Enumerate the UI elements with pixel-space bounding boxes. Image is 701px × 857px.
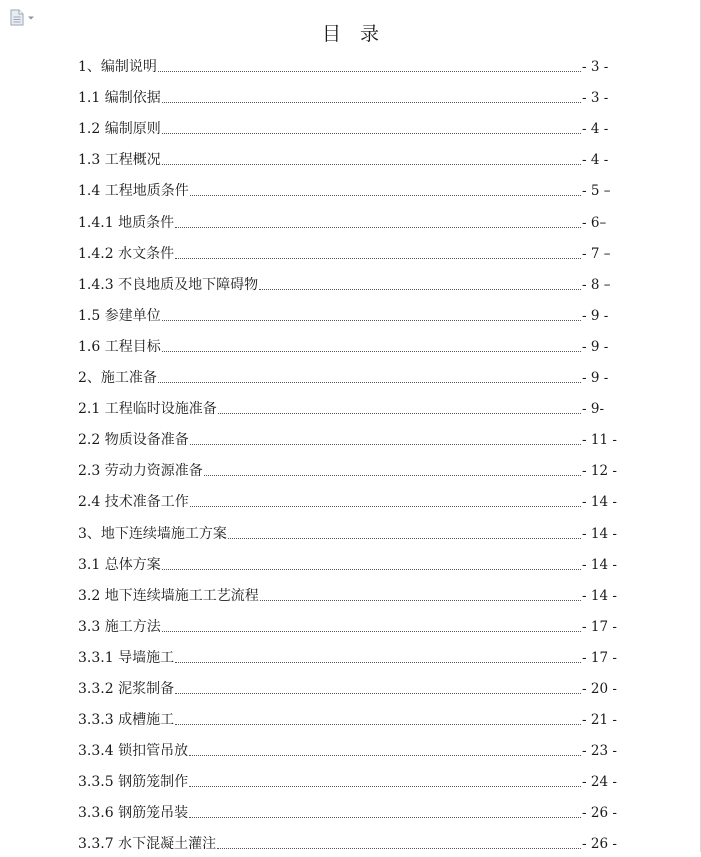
toc-entry-page-number: - 14 -: [582, 587, 617, 604]
toc-entry-page-number: - 9 -: [582, 370, 609, 387]
toc-entry-page-number: - 14 -: [582, 525, 617, 542]
toc-entry-label: 3.1 总体方案: [78, 556, 161, 573]
toc-dot-leader: [189, 785, 581, 787]
toc-entry-label: 1.3 工程概况: [78, 152, 161, 169]
toc-entry-label: 1.6 工程目标: [78, 338, 161, 355]
toc-entry-label: 3.3.7 水下混凝土灌注: [78, 836, 217, 853]
toc-entry-label: 1.4.2 水文条件: [78, 245, 175, 262]
toc-entry[interactable]: [78, 267, 618, 298]
toc-entry[interactable]: [78, 702, 618, 733]
toc-entry[interactable]: [78, 671, 618, 702]
toc-dot-leader: [218, 412, 581, 414]
toc-entry[interactable]: [78, 49, 618, 80]
toc-dot-leader: [162, 630, 581, 632]
table-of-contents: [78, 49, 618, 857]
toc-dot-leader: [190, 505, 581, 507]
toc-entry-page-number: - 26 -: [582, 836, 617, 853]
toc-entry-page-number: - 3 -: [582, 90, 609, 107]
toc-entry[interactable]: [78, 547, 618, 578]
toc-entry[interactable]: [78, 578, 618, 609]
toc-entry[interactable]: [78, 236, 618, 267]
toc-entry-page-number: - 7 –: [582, 245, 611, 262]
toc-entry[interactable]: [78, 453, 618, 484]
toc-entry-label: 3.3.3 成槽施工: [78, 712, 175, 729]
toc-entry-label: 2.1 工程临时设施准备: [78, 401, 217, 418]
toc-dot-leader: [228, 537, 581, 539]
toc-dot-leader: [259, 288, 581, 290]
toc-entry-label: 3.3.2 泥浆制备: [78, 680, 175, 697]
toc-entry-label: 1.2 编制原则: [78, 121, 161, 138]
toc-entry[interactable]: [78, 391, 618, 422]
toc-entry-label: 1.4.1 地质条件: [78, 214, 175, 231]
toc-entry[interactable]: [78, 422, 618, 453]
toc-entry-label: 2.3 劳动力资源准备: [78, 463, 203, 480]
toc-entry[interactable]: [78, 640, 618, 671]
toc-entry-label: 2.2 物质设备准备: [78, 432, 189, 449]
toc-entry[interactable]: [78, 795, 618, 826]
toc-entry-page-number: - 23 -: [582, 743, 617, 760]
toc-entry[interactable]: [78, 204, 618, 235]
toc-entry-label: 3、地下连续墙施工方案: [78, 525, 227, 542]
toc-entry-page-number: - 14 -: [582, 494, 617, 511]
toc-entry-label: 2.4 技术准备工作: [78, 494, 189, 511]
toc-entry-page-number: - 17 -: [582, 649, 617, 666]
toc-dot-leader: [162, 101, 581, 103]
toc-entry-label: 1.4 工程地质条件: [78, 183, 189, 200]
toc-dot-leader: [190, 194, 581, 196]
toc-dot-leader: [175, 661, 581, 663]
toc-title: 目 录: [321, 22, 379, 45]
toc-entry-page-number: - 8 –: [582, 276, 611, 293]
toc-dot-leader: [158, 70, 581, 72]
toc-entry[interactable]: [78, 80, 618, 111]
toc-entry-page-number: - 4 -: [582, 152, 609, 169]
toc-entry-page-number: - 26 -: [582, 805, 617, 822]
toc-entry[interactable]: [78, 484, 618, 515]
toc-entry-label: 1.1 编制依据: [78, 90, 161, 107]
toc-entry[interactable]: [78, 111, 618, 142]
toc-entry-label: 1、编制说明: [78, 59, 157, 76]
toc-entry-page-number: - 5 –: [582, 183, 611, 200]
toc-dot-leader: [175, 723, 581, 725]
toc-entry[interactable]: [78, 515, 618, 546]
toc-entry-label: 2、施工准备: [78, 370, 157, 387]
toc-entry-label: 3.2 地下连续墙施工工艺流程: [78, 587, 259, 604]
toc-entry-page-number: - 4 -: [582, 121, 609, 138]
toc-entry-label: 3.3.6 钢筋笼吊装: [78, 805, 189, 822]
toc-entry-label: 3.3.1 导墙施工: [78, 649, 175, 666]
toc-entry-page-number: - 9 -: [582, 307, 609, 324]
toc-dot-leader: [162, 568, 581, 570]
toc-dot-leader: [175, 692, 581, 694]
toc-dot-leader: [189, 754, 581, 756]
toc-entry[interactable]: [78, 329, 618, 360]
toc-dot-leader: [162, 319, 581, 321]
toc-entry[interactable]: [78, 360, 618, 391]
toc-dot-leader: [175, 226, 581, 228]
toc-entry-page-number: - 9-: [582, 401, 605, 418]
toc-entry-page-number: - 21 -: [582, 712, 617, 729]
toc-entry-page-number: - 11 -: [582, 432, 617, 449]
toc-entry-page-number: - 9 -: [582, 338, 609, 355]
toc-entry-page-number: - 24 -: [582, 774, 617, 791]
toc-dot-leader: [190, 443, 581, 445]
toc-entry-page-number: - 3 -: [582, 59, 609, 76]
toc-entry-page-number: - 20 -: [582, 680, 617, 697]
toc-entry-label: 3.3.5 钢筋笼制作: [78, 774, 189, 791]
toc-dot-leader: [162, 350, 581, 352]
toc-entry-label: 3.3 施工方法: [78, 618, 161, 635]
toc-entry-label: 3.3.4 锁扣管吊放: [78, 743, 189, 760]
toc-dot-leader: [217, 847, 581, 849]
toc-entry[interactable]: [78, 826, 618, 857]
toc-entry[interactable]: [78, 173, 618, 204]
toc-entry-page-number: - 14 -: [582, 556, 617, 573]
toc-entry-label: 1.4.3 不良地质及地下障碍物: [78, 276, 259, 293]
toc-entry[interactable]: [78, 609, 618, 640]
toc-entry[interactable]: [78, 298, 618, 329]
toc-entry-page-number: - 6–: [582, 214, 607, 231]
toc-dot-leader: [260, 599, 581, 601]
toc-entry-label: 1.5 参建单位: [78, 307, 161, 324]
toc-entry[interactable]: [78, 733, 618, 764]
toc-dot-leader: [204, 474, 581, 476]
toc-entry[interactable]: [78, 764, 618, 795]
toc-entry-page-number: - 12 -: [582, 463, 617, 480]
toc-entry[interactable]: [78, 142, 618, 173]
toc-dot-leader: [158, 381, 581, 383]
toc-dot-leader: [189, 816, 581, 818]
toc-dot-leader: [162, 132, 581, 134]
toc-entry-page-number: - 17 -: [582, 618, 617, 635]
toc-dot-leader: [175, 257, 581, 259]
toc-dot-leader: [162, 163, 581, 165]
